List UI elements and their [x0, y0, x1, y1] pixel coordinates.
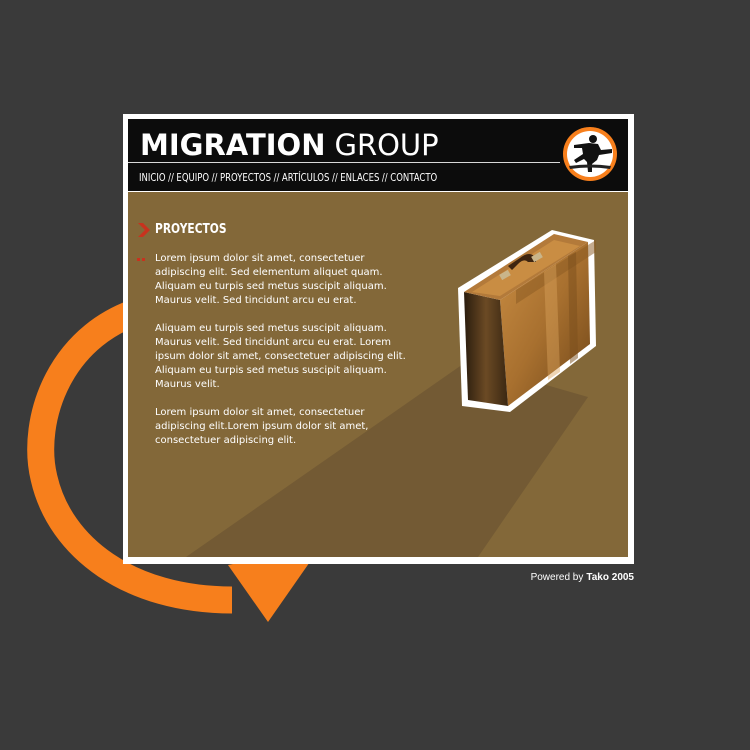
article-paragraph: Lorem ipsum dolor sit amet, consectetuer adipiscing elit.Lorem ipsum dolor sit amet, consectetuer adipiscing elit. — [155, 407, 369, 446]
nav-item-equipo[interactable]: EQUIPO — [176, 171, 210, 184]
nav-item-enlaces[interactable]: ENLACES — [340, 171, 380, 184]
nav-separator: // — [331, 171, 338, 184]
article-body — [155, 252, 411, 462]
nav-item-inicio[interactable]: INICIO — [139, 171, 166, 184]
brand-name-bold: MIGRATION — [140, 128, 326, 162]
article-paragraph: Lorem ipsum dolor sit amet, consectetuer adipiscing elit. Sed elementum aliquet quam. Aliquam eu turpis sed metus suscipit aliquam. Maurus velit. Sed tincidunt arcu eu erat. — [155, 253, 387, 306]
nav-separator: // — [381, 171, 388, 184]
main-nav — [139, 169, 437, 187]
chevron-right-icon — [138, 223, 150, 237]
header-divider — [128, 162, 560, 163]
page-title: PROYECTOS — [155, 222, 227, 237]
nav-item-proyectos[interactable]: PROYECTOS — [219, 171, 272, 184]
kicking-figure-badge-icon[interactable] — [562, 126, 618, 182]
nav-item-articulos[interactable]: ARTÍCULOS — [281, 171, 330, 184]
site-header — [128, 119, 628, 191]
credit-author[interactable]: Tako 2005 — [586, 572, 634, 583]
double-square-bullet-icon — [137, 258, 146, 262]
nav-separator: // — [273, 171, 280, 184]
nav-separator: // — [168, 171, 174, 184]
credit-prefix: Powered by — [530, 572, 584, 583]
suitcase-icon — [456, 228, 598, 414]
footer-credit — [531, 572, 634, 584]
article-paragraph: Aliquam eu turpis sed metus suscipit aliquam. Maurus velit. Sed tincidunt arcu eu erat. Lorem ipsum dolor sit amet, consectetuer adipiscing elit. Aliquam eu turpis sed metus suscipit aliquam. Maurus velit. — [155, 323, 406, 390]
nav-separator: // — [211, 171, 218, 184]
site-logo-text[interactable] — [140, 127, 439, 163]
content-area — [128, 192, 628, 557]
brand-name-light: GROUP — [334, 128, 439, 162]
main-frame — [123, 114, 634, 564]
nav-item-contacto[interactable]: CONTACTO — [390, 171, 438, 184]
